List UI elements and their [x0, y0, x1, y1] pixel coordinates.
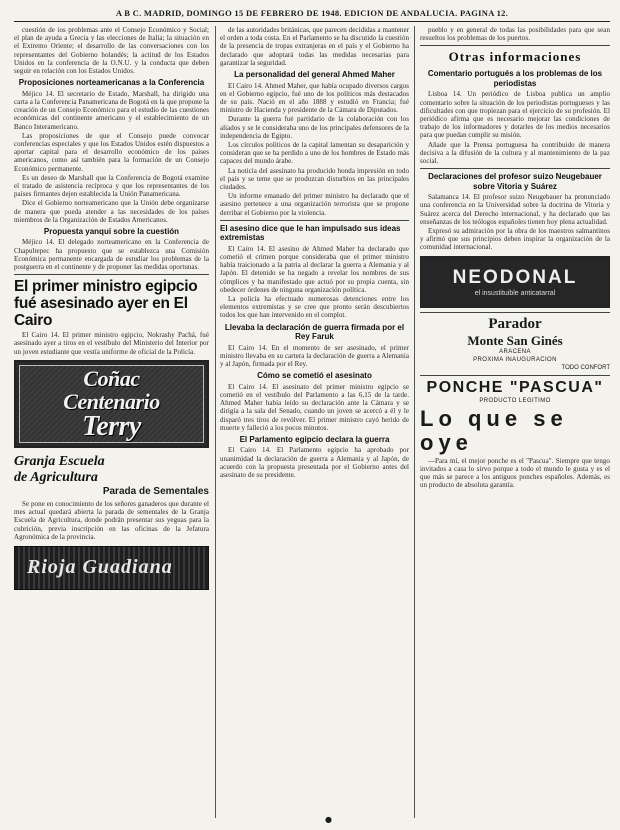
- paragraph: El Cairo 14. El asesino de Ahmed Maher ha declarado que cometió el crimen porque consideraba que el primer ministro había traicionado a la patria al declarar la guerra a Alemania y al Japón. El detenido se ha negado a revelar los nombres de sus cómplices y ha manifestado que actuó por su propia cuenta, sin obedecer órdenes de ninguna organización política.: [220, 244, 409, 294]
- paragraph: Se pone en conocimiento de los señores ganaderos que durante el mes actual quedará abierta la parada de sementales de la Granja Escuela de Agricultura, donde podrán presentar sus yeguas para la cubrición, previa inscripción en las oficinas de la Jefatura Agronómica de la provincia.: [14, 499, 209, 541]
- ad-parador-name: Monte San Ginés: [467, 332, 563, 348]
- section-heading: Declaraciones del profesor suizo Neugebauer sobre Vitoria y Suárez: [428, 172, 602, 191]
- ad-parador-info: PROXIMA INAUGURACION: [473, 356, 557, 363]
- ad-parador-title: Parador: [488, 315, 542, 332]
- column-rule: [215, 26, 216, 818]
- section-heading: Proposiciones norteamericanas a la Conferencia: [18, 78, 205, 88]
- article-body: [220, 344, 409, 369]
- divider: [420, 312, 610, 313]
- ad-neodonal-banner: [421, 257, 609, 307]
- divider: [220, 220, 409, 221]
- divider: [420, 168, 610, 169]
- section-title-otras: Otras informaciones: [448, 49, 582, 65]
- article-body: [14, 26, 209, 75]
- ad-lo-que-se-oye: Lo que se oye: [420, 405, 568, 455]
- paragraph: Es un deseo de Marshall que la Conferencia de Bogotá examine el tratado de asistencia recíproca y que los representantes de los países firmantes dejen establecida la Unión Panamericana.: [14, 173, 209, 199]
- granja-title: de Agricultura: [14, 469, 98, 485]
- ad-neodonal: [420, 256, 610, 308]
- article-body: [220, 383, 409, 432]
- ad-conac-line: Coñac: [83, 365, 140, 391]
- paragraph: Un informe emanado del primer ministro ha declarado que el asesino pertenece a una organización terrorista que se propone derribar el Gobierno por la violencia.: [220, 192, 409, 217]
- section-heading: Comentario portugués a los problemas de los periodistas: [427, 69, 603, 88]
- paragraph: El Cairo 14. Ahmed Maher, que había ocupado diversos cargos en el Gobierno egipcio, fué uno de los políticos más destacados de su país. Nació en el año 1888 y estudió en Francia; fué ministro de Hacienda y presidente de la Cámara de Diputados.: [220, 81, 409, 115]
- column-left: [14, 26, 209, 818]
- paragraph: Dice el Gobierno norteamericano que la Unión debe organizarse de manera que pueda atender a las necesidades de los países miembros de la Organización de Estados Americanos.: [14, 199, 209, 224]
- ad-neodonal-name: NEODONAL: [452, 266, 578, 288]
- ad-parador-place: ARACENA: [499, 348, 531, 355]
- section-heading: Llevaba la declaración de guerra firmada por el Rey Faruk: [224, 322, 405, 342]
- paragraph: El Cairo 14. El primer ministro egipcio, Nokrashy Pachá, fué asesinado ayer a tiros en el vestíbulo del Ministerio del Interior por un joven estudiante que vestía uniforme de oficial de la Policía.: [14, 331, 209, 356]
- article-body: [220, 245, 409, 320]
- headline-egypt: El primer ministro egipcio fué asesinado ayer en El Cairo: [14, 278, 198, 330]
- paragraph: El Cairo 14. En el momento de ser asesinado, el primer ministro llevaba en su cartera la declaración de guerra a Alemania y al Japón, firmada por el Rey.: [220, 343, 409, 368]
- column-right: [420, 26, 610, 818]
- ad-ponche-pascua: PONCHE "PASCUA": [426, 378, 604, 396]
- ad-neodonal-tagline: el insustituible anticatarral: [474, 289, 556, 297]
- article-body: [220, 82, 409, 217]
- section-heading: Propuesta yanqui sobre la cuestión: [43, 226, 180, 236]
- divider: [420, 375, 610, 376]
- ad-body: [420, 457, 610, 490]
- paragraph: El Cairo 14. El Parlamento egipcio ha aprobado por unanimidad la declaración de guerra a Alemania y al Japón, de acuerdo con la propuesta presentada por el Gobierno antes del asesinato de su presidente.: [220, 446, 409, 480]
- granja-subtitle: Parada de Sementales: [102, 485, 209, 497]
- paragraph: Expresó su admiración por la obra de los maestros salmantinos y afirmó que sus principios deben inspirar la organización de la comunidad internacional.: [420, 227, 610, 252]
- section-heading: El Parlamento egipcio declara la guerra: [239, 434, 390, 444]
- paragraph: La noticia del asesinato ha producido honda impresión en todo el país y se teme que se produzcan disturbios en las principales ciudades.: [220, 166, 409, 191]
- article-body: [14, 238, 209, 271]
- columns: [14, 26, 610, 818]
- article-body: [220, 26, 409, 67]
- masthead: A B C. MADRID, DOMINGO 15 DE FEBRERO DE 1948. EDICION DE ANDALUCIA. PAGINA 12.: [14, 6, 610, 22]
- paragraph: Salamanca 14. El profesor suizo Neugebauer ha pronunciado una conferencia en la Universidad sobre la doctrina de Vitoria y Suárez acerca del Derecho internacional, y ha declarado que las enseñanzas de los teólogos españoles tienen hoy plena actualidad.: [420, 193, 610, 226]
- article-body: [14, 90, 209, 224]
- column-rule: [414, 26, 415, 818]
- divider: [14, 274, 209, 275]
- ad-conac-terry: [14, 360, 209, 448]
- paragraph: de las autoridades británicas, que parecen decididas a mantener el orden a toda costa. En el Parlamento se ha discutido la cuestión de la presencia de tropas extranjeras en el país y el Gobierno ha declarado que adoptará todas las medidas necesarias para garantizar la seguridad.: [220, 26, 409, 67]
- paragraph: Las proposiciones de que el Consejo puede convocar conferencias especiales y que los Estados Unidos estén dispuestos a aportar capital para el desarrollo económico de los países americanos, como así también para la formación de un Consejo Económico permanente.: [14, 131, 209, 173]
- paragraph: pueblo y en general de todas las posibilidades para que sean resueltos los problemas de los puertos.: [420, 26, 610, 43]
- ad-rioja-text: Rioja Guadiana: [27, 555, 173, 578]
- article-body: [420, 26, 610, 42]
- paragraph: El Cairo 14. El asesinato del primer ministro egipcio se cometió en el vestíbulo del Parlamento a las 6,15 de la tarde. Ahmed Maher había leído su declaración ante la Cámara y se dirigía a la sala del Senado, cuando un joven se acercó a él y le disparó tres tiros de revólver. El primer ministro cayó herido de muerte y falleció a los pocos minutos.: [220, 382, 409, 432]
- paragraph: La policía ha efectuado numerosas detenciones entre los elementos extremistas y se cree que pronto serán descubiertos todos los que han intervenido en el complot.: [220, 294, 409, 320]
- ad-conac-line: Centenario: [63, 388, 160, 414]
- article-body: [420, 193, 610, 251]
- paragraph: Los círculos políticos de la capital lamentan su desaparición y consideran que se ha perdido a uno de los hombres de Estado más capaces del mundo árabe.: [220, 140, 409, 166]
- article-body: [420, 90, 610, 165]
- ad-rioja: [14, 546, 209, 590]
- article-body: [220, 446, 409, 479]
- paragraph: Méjico 14. El delegado norteamericano en la Conferencia de Chapultepec ha propuesto que se establezca una Comisión Económica permanente encargada de estudiar los problemas de la postguerra en el continente y de proponer las medidas oportunas.: [14, 238, 209, 272]
- paragraph: Durante la guerra fué partidario de la colaboración con los aliados y se le consideraba uno de los principales defensores de la independencia de Egipto.: [220, 115, 409, 140]
- ad-ponche-subtitle: PRODUCTO LEGITIMO: [479, 397, 551, 404]
- column-middle: [220, 26, 409, 818]
- ad-conac-line: Terry: [82, 410, 141, 442]
- notice-body: [14, 500, 209, 541]
- section-heading: La personalidad del general Ahmed Maher: [234, 70, 395, 80]
- divider: [420, 45, 610, 46]
- paragraph: Añade que la Prensa portuguesa ha contribuido de manera decisiva a la difusión de la cultura y al mantenimiento de la paz social.: [420, 140, 610, 166]
- granja-title: Granja Escuela: [14, 453, 105, 469]
- paragraph: cuestión de ios problemas ante el Consejo Económico y Social; el plan de ayuda a Grecia y las elecciones de Italia; la situación en el Extremo Oriente; el desarrollo de las conversaciones con los representantes del Gobierno holandés; la actitud de los Estados Unidos en la conferencia de la O.N.U. y la conducta que deben seguir en relación con los Estados Unidos.: [14, 26, 209, 76]
- paragraph: Lisboa 14. Un periódico de Lisboa publica un amplio comentario sobre la situación de los periodistas portugueses y las dificultades con que tropiezan para el ejercicio de su profesión. El periódico afirma que es necesario mejorar las condiciones de trabajo de los informadores y dotarles de los medios necesarios para que puedan cumplir su misión.: [420, 90, 610, 140]
- paragraph: Méjico 14. El secretario de Estado, Marshall, ha dirigido una carta a la Conferencia Panamericana de Bogotá en la que propone la creación de un Consejo Económico para el estudio de las cuestiones económicas del continente americano y el establecimiento de un Banco Interamericano.: [14, 89, 209, 131]
- paragraph: —Para mí, el mejor ponche es el "Pascua". Siempre que tengo invitados a casa lo sirvo porque a todo el mundo le gusta y es el que más se parece a los antiguos ponches españoles. Además, es un producto de absoluta garantía.: [420, 456, 610, 490]
- article-body: [14, 331, 209, 356]
- section-heading: El asesino dice que le han impulsado sus ideas extremistas: [220, 223, 401, 243]
- section-heading: Cómo se cometió el asesinato: [257, 371, 372, 381]
- ad-parador-comfort: TODO CONFORT: [561, 364, 610, 371]
- page-dot-mark: ●: [325, 815, 332, 824]
- ad-conac-artwork: [19, 365, 204, 443]
